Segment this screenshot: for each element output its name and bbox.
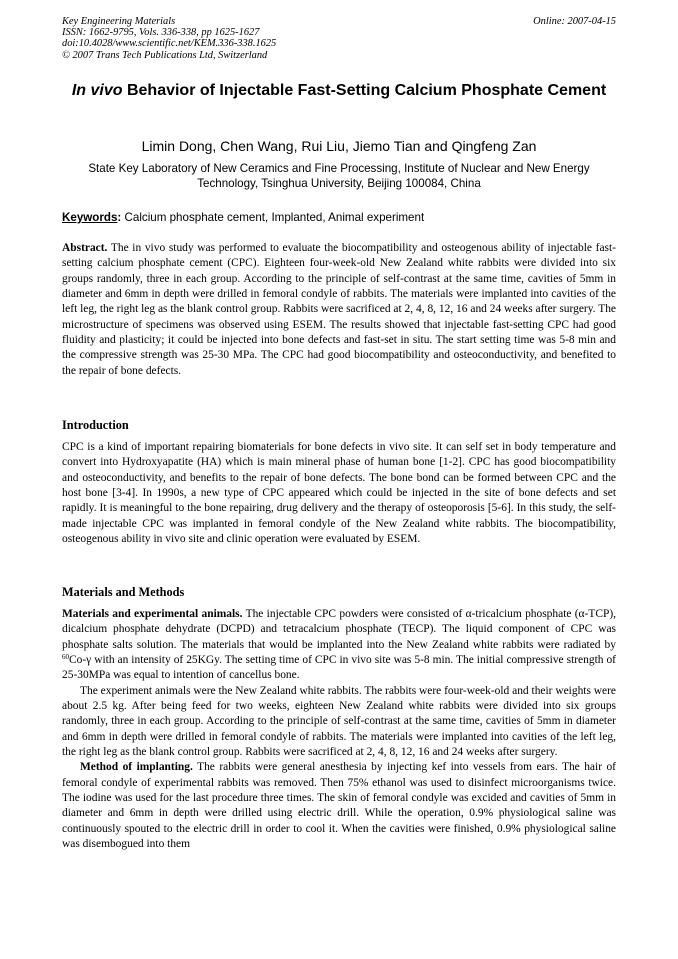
journal-header <box>62 16 616 61</box>
affiliation: State Key Laboratory of New Ceramics and Fine Processing, Institute of Nuclear and New Energy Technology, Tsinghua University, Beijing 100084, China <box>88 162 590 190</box>
journal-name: Key Engineering Materials <box>62 16 176 27</box>
title-italic: In vivo <box>71 82 123 99</box>
methods-paragraph-2: The experiment animals were the New Zealand white rabbits. The rabbits were four-week-old and their weights were about 2.5 kg. After being feed for two weeks, eighteen New Zealand white rabbits were divided into six groups randomly, three in each group. According to the principle of self-contrast at the same time, cavities of 5mm in diameter and 6mm in depth were drilled in femoral condyle of rabbits. The materials were implanted into cavities of the left leg, the right leg as the blank control group. Rabbits were sacrificed at 2, 4, 8, 12, 16 and 24 weeks after surgery. <box>62 684 616 759</box>
abstract-text: The in vivo study was performed to evaluate the biocompatibility and osteogenous ability of injectable fast-setting calcium phosphate cement (CPC). Eighteen four-week-old New Zealand white rabbits were divided into six groups randomly, three in each group. According to the principle of self-contrast at the same time, cavities of 5mm in diameter and 6mm in depth were drilled in femoral condyle of rabbits. The materials were implanted into cavities of the left leg, the right leg as the blank control group. Rabbits were sacrificed at 2, 4, 8, 12, 16 and 24 weeks after surgery. The microstructure of specimens was observed using ESEM. The results showed that injectable fast-setting CPC had good fluidity and plasticity; it could be injected into bone defects and fast-set in situ. The start setting time was 5-8 min and the compressive strength was 25-30 MPa. The CPC had good biocompatibility and osteoconductivity, and benefited to the repair of bone defects. <box>62 242 616 377</box>
abstract <box>62 241 616 379</box>
author-list: Limin Dong, Chen Wang, Rui Liu, Jiemo Tian and Qingfeng Zan <box>141 138 537 154</box>
methods-p1-text-a: The injectable CPC powders were consisted of α-tricalcium phosphate (α-TCP), dicalcium phosphate dehydrate (DCPD) and tetracalcium phosphate (TECP). The liquid component of CPC was phosphate salts solution. The materials that would be implanted into the New Zealand white rabbits were radiated by <box>62 608 617 651</box>
keywords-label: Keywords <box>62 211 118 224</box>
keywords <box>62 210 616 225</box>
introduction-body <box>62 440 616 547</box>
isotope-superscript: 60 <box>62 653 69 662</box>
title-rest: Behavior of Injectable Fast-Setting Calcium Phosphate Cement <box>122 82 607 99</box>
keywords-text: Calcium phosphate cement, Implanted, Animal experiment <box>121 211 425 224</box>
keywords-colon: : <box>117 211 122 224</box>
section-heading-introduction: Introduction <box>62 418 129 432</box>
paper-title <box>62 81 616 101</box>
methods-paragraph-3 <box>62 760 616 852</box>
journal-issn: ISSN: 1662-9795, Vols. 336-338, pp 1625-1627 <box>62 27 260 39</box>
abstract-label: Abstract. <box>62 242 108 254</box>
online-date: Online: 2007-04-15 <box>533 16 616 27</box>
introduction-text: CPC is a kind of important repairing biomaterials for bone defects in vivo site. It can self set in body temperature and convert into Hydroxyapatite (HA) which is main mineral phase of human bone [1-2]. CPC has good biocompatibility and osteoconductivity, and benefits to the repair of bone defects. The bone bond can be formed between CPC and the host bone [3-4]. In 1990s, a new type of CPC appeared which could be injected in the site of bone defects and set rapidly. It is meaningful to the bone repairing, drug delivery and the therapy of osteoporosis [5-6]. In this study, the self-made injectable CPC was implanted in femoral condyle of the New Zealand white rabbits. The biocompatibility, osteogenous ability in vivo site and clinic operation were evaluated by ESEM. <box>62 441 616 546</box>
methods-paragraph-1 <box>62 607 616 684</box>
methods-p1-text-b: Co-γ with an intensity of 25KGy. The setting time of CPC in vivo site was 5-8 min. The initial compressive strength of 25-30MPa was equal to intention of cancellus bone. <box>62 654 616 682</box>
section-heading-methods: Materials and Methods <box>62 585 185 599</box>
methods-p3-text: The rabbits were general anesthesia by injecting kef into vessels from ears. The hair of femoral condyle of experimental rabbits was removed. Then 75% ethanol was used to disinfect microorganisms twice. The iodine was used for the last procedure three times. The skin of femoral condyle was excided and cavities of 5mm in diameter and 6mm in depth were drilled using electric drill. While the operation, 0.9% physiological saline was continuously spouted to the electric drill in order to cool it. When the cavities were finished, 0.9% physiological saline was disembogued into them <box>62 761 616 851</box>
journal-doi: doi:10.4028/www.scientific.net/KEM.336-338.1625 <box>62 38 277 50</box>
implanting-label: Method of implanting. <box>80 761 193 774</box>
journal-copyright: © 2007 Trans Tech Publications Ltd, Switzerland <box>62 49 268 61</box>
methods-body <box>62 607 616 853</box>
materials-label: Materials and experimental animals. <box>62 608 243 620</box>
